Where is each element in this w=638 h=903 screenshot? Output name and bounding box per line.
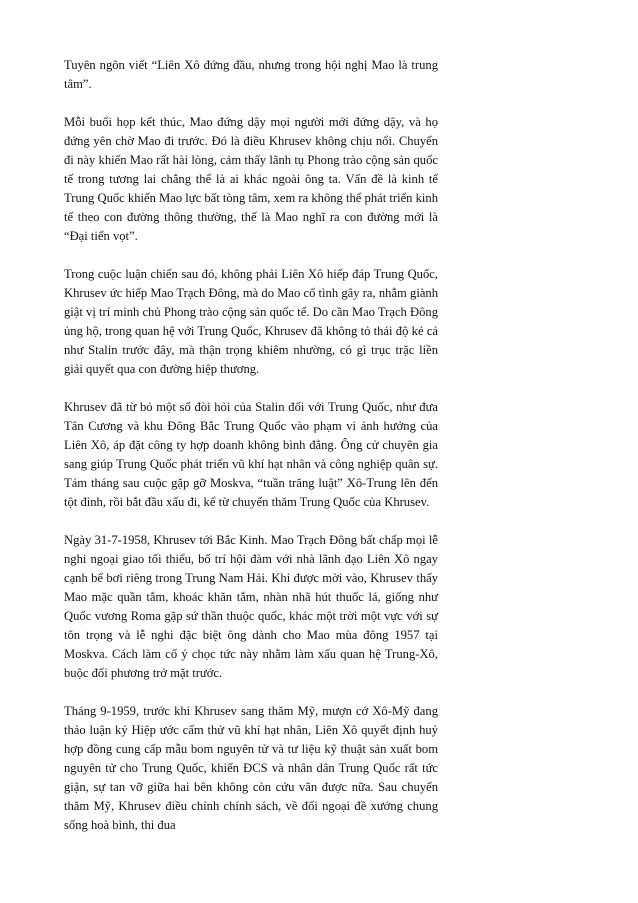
paragraph: Khrusev đã từ bỏ một số đòi hỏi của Stalin đối với Trung Quốc, như đưa Tân Cương và khu Đông Bắc Trung Quốc vào phạm vi ảnh hưởng của Liên Xô, áp đặt công ty hợp doanh không bình đẳng. Ông cử chuyên gia sang giúp Trung Quốc phát triển vũ khí hạt nhân và công nghiệp quân sự. Tám tháng sau cuộc gặp gỡ Moskva, “tuần trăng luật” Xô-Trung lên đến tột đỉnh, rồi bắt đầu xấu đi, kể từ chuyến thăm Trung Quốc của Khrusev. xyxy=(64,400,438,509)
paragraph: Tuyên ngôn viết “Liên Xô đứng đầu, nhưng trong hội nghị Mao là trung tâm”. xyxy=(64,58,438,91)
paragraph: Tháng 9-1959, trước khi Khrusev sang thăm Mỹ, mượn cớ Xô-Mỹ đang thảo luận ký Hiệp ước cấm thử vũ khí hạt nhân, Liên Xô quyết định huỷ hợp đồng cung cấp mẫu bom nguyên tử và tư liệu kỹ thuật sản xuất bom nguyên tử cho Trung Quốc, khiến ĐCS và nhân dân Trung Quốc rất tức giận, sự tan vỡ giữa hai bên không còn cứu vãn được nữa. Sau chuyến thăm Mỹ, Khrusev điều chỉnh chính sách, về đối ngoại đề xướng chung sống hoà bình, thi đua xyxy=(64,704,438,832)
paragraph: Mỗi buổi họp kết thúc, Mao đứng dậy mọi người mới đứng dậy, và họ đứng yên chờ Mao đi trước. Đó là điều Khrusev không chịu nổi. Chuyến đi này khiến Mao rất hài lòng, cảm thấy lãnh tụ Phong trào cộng sản quốc tế trong tương lai chẳng thể là ai khác ngoài ông ta. Vấn đề là kinh tế Trung Quốc khiến Mao lực bất tòng tâm, xem ra không thể phát triển kinh tế theo con đường thông thường, thế là Mao nghĩ ra con đường mới là “Đại tiến vọt”. xyxy=(64,115,438,243)
paragraph: Ngày 31-7-1958, Khrusev tới Bắc Kinh. Mao Trạch Đông bất chấp mọi lễ nghi ngoại giao tối thiểu, bố trí hội đàm với nhà lãnh đạo Liên Xô ngay cạnh bể bơi riêng trong Trung Nam Hải. Khi được mời vào, Khrusev thấy Mao mặc quần tắm, khoác khăn tắm, nhàn nhã hút thuốc lá, giống như Quốc vương Roma gặp sứ thần thuộc quốc, khác một trời một vực với sự tôn trọng và lễ nghi đặc biệt ông dành cho Mao mùa đông 1957 tại Moskva. Cách làm cố ý chọc tức này nhằm làm xấu quan hệ Trung-Xô, buộc đối phương trở mặt trước. xyxy=(64,533,438,680)
document-body xyxy=(64,56,438,835)
paragraph: Trong cuộc luận chiến sau đó, không phải Liên Xô hiếp đáp Trung Quốc, Khrusev ức hiếp Mao Trạch Đông, mà do Mao cố tình gây ra, nhằm giành giật vị trí minh chủ Phong trào cộng sản quốc tế. Do cần Mao Trạch Đông ủng hộ, trong quan hệ với Trung Quốc, Khrusev đã không tỏ thái độ kẻ cả như Stalin trước đây, mà thận trọng khiêm nhường, có gì trục trặc liền giải quyết qua con đường hiệp thương. xyxy=(64,267,438,376)
